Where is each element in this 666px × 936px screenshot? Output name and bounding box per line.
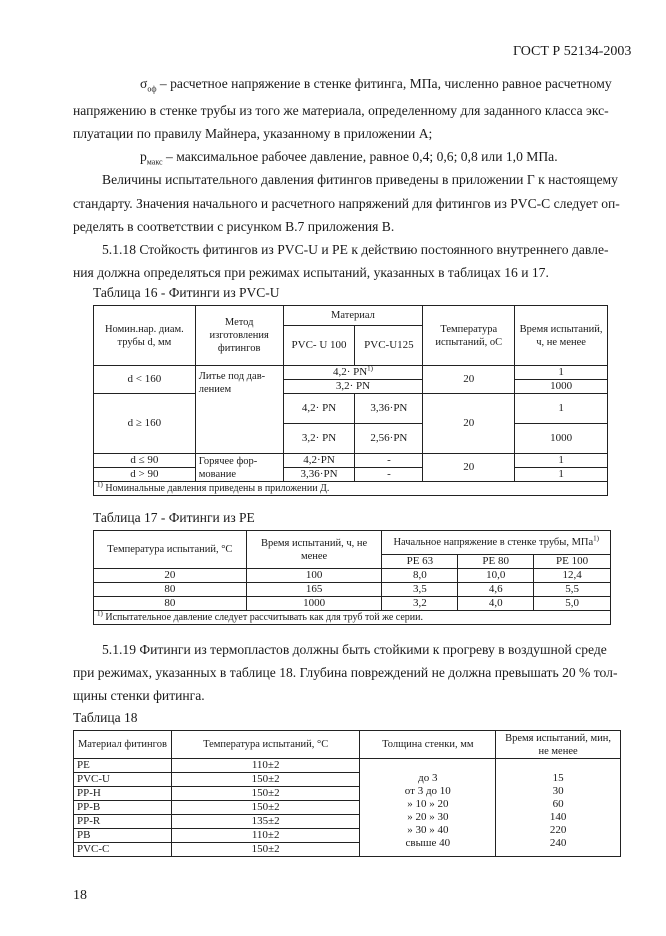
t18-mat: PVC-C bbox=[74, 843, 172, 857]
t16-header-temp: Температура испытаний, оС bbox=[423, 306, 515, 366]
t17-header-time: Время испытаний, ч, не менее bbox=[246, 531, 382, 569]
t17-col-pe80: PE 80 bbox=[458, 555, 534, 569]
clause-5-1-18-line1: 5.1.18 Стойкость фитингов из PVC-U и PE к действию постоянного внутреннего давле- bbox=[102, 242, 609, 257]
t18-temp: 150±2 bbox=[171, 773, 360, 787]
t17-header-stress: Начальное напряжение в стенке трубы, МПа$^{1)}$ bbox=[382, 531, 611, 555]
t16-time-6: 1 bbox=[515, 468, 608, 482]
t16-header-dn: Номин.нар. диам. трубы d, мм bbox=[94, 306, 196, 366]
t16-header-pvc125: PVC-U125 bbox=[355, 326, 423, 366]
t17-cell: 1000 bbox=[246, 597, 382, 611]
t17-cell: 100 bbox=[246, 569, 382, 583]
table-row bbox=[94, 569, 611, 583]
t18-header-wall: Толщина стенки, мм bbox=[360, 731, 496, 759]
t18-time: 60 bbox=[552, 797, 564, 810]
t16-r2-p: 3,2· PN bbox=[283, 380, 423, 394]
t17-cell: 10,0 bbox=[458, 569, 534, 583]
t16-method-cast: Литье под дав-лением bbox=[195, 366, 283, 454]
t17-cell: 4,0 bbox=[458, 597, 534, 611]
table18-caption: Таблица 18 bbox=[73, 710, 138, 725]
t16-temp-2: 20 bbox=[423, 394, 515, 454]
t18-wall: до 3 bbox=[418, 771, 438, 784]
t16-temp-3: 20 bbox=[423, 454, 515, 482]
t18-time: 220 bbox=[549, 823, 567, 836]
t18-time: 30 bbox=[552, 784, 564, 797]
t17-note: $^{1)}$ Испытательное давление следует рассчитывать как для труб той же серии. bbox=[94, 611, 611, 625]
doc-header: ГОСТ Р 52134-2003 bbox=[513, 44, 632, 59]
t16-d-le-90: d ≤ 90 bbox=[94, 454, 196, 468]
t17-cell: 5,0 bbox=[534, 597, 611, 611]
table16-caption: Таблица 16 - Фитинги из PVC-U bbox=[93, 285, 280, 300]
t16-d-ge-160: d ≥ 160 bbox=[94, 394, 196, 454]
t18-wall-list bbox=[360, 759, 496, 857]
t16-r3-b: 3,36·PN bbox=[355, 394, 423, 424]
t18-temp: 135±2 bbox=[171, 815, 360, 829]
clause-5-1-19-line1: 5.1.19 Фитинги из термопластов должны быть стойкими к прогреву в воздушной среде bbox=[102, 642, 607, 657]
t16-r6-a: 3,36·PN bbox=[283, 468, 355, 482]
table-16 bbox=[93, 305, 608, 496]
t17-col-pe100: PE 100 bbox=[534, 555, 611, 569]
t18-temp: 150±2 bbox=[171, 843, 360, 857]
table-18 bbox=[73, 730, 621, 857]
t17-cell: 3,5 bbox=[382, 583, 458, 597]
t17-cell: 8,0 bbox=[382, 569, 458, 583]
t18-mat: PP-H bbox=[74, 787, 172, 801]
t16-method-hot: Горячее фор-мование bbox=[195, 454, 283, 482]
values-line1: Величины испытательного давления фитингов приведены в приложении Г к настоящему bbox=[102, 172, 618, 187]
sigma-definition bbox=[140, 70, 612, 97]
sigma-symbol: σ bbox=[140, 76, 148, 91]
sigma-line3: плуатации по правилу Майнера, указанному в приложении А; bbox=[73, 126, 433, 141]
t18-wall: свыше 40 bbox=[405, 836, 451, 849]
t18-temp: 150±2 bbox=[171, 787, 360, 801]
t18-wall: от 3 до 10 bbox=[404, 784, 451, 797]
t17-cell: 12,4 bbox=[534, 569, 611, 583]
t16-time-4: 1000 bbox=[515, 424, 608, 454]
pmax-text: – максимальное рабочее давление, равное 0,4; 0,6; 0,8 или 1,0 МПа. bbox=[162, 149, 558, 164]
t16-r5-b: - bbox=[355, 454, 423, 468]
values-line3: ределять в соответствии с рисунком В.7 приложения В. bbox=[73, 219, 395, 234]
t18-mat: PB bbox=[74, 829, 172, 843]
sigma-line2: напряжению в стенке трубы из того же материала, определенному для заданного класса экс- bbox=[73, 103, 609, 118]
pmax-symbol: p bbox=[140, 149, 147, 164]
t16-d-gt-90: d > 90 bbox=[94, 468, 196, 482]
t17-cell: 4,6 bbox=[458, 583, 534, 597]
t16-header-time: Время испытаний, ч, не менее bbox=[515, 306, 608, 366]
t18-temp: 110±2 bbox=[171, 759, 360, 773]
t18-header-time: Время испытаний, мин, не менее bbox=[496, 731, 621, 759]
t18-header-material: Материал фитингов bbox=[74, 731, 172, 759]
t16-r6-b: - bbox=[355, 468, 423, 482]
t17-cell: 5,5 bbox=[534, 583, 611, 597]
t17-header-temp: Температура испытаний, °С bbox=[94, 531, 247, 569]
values-line2: стандарту. Значения начального и расчетного напряжений для фитингов из PVC-C следует оп- bbox=[73, 196, 620, 211]
t16-r1-p: $4,2\cdot PN^{1)}$ bbox=[283, 366, 423, 380]
t18-temp: 150±2 bbox=[171, 801, 360, 815]
t18-wall: » 10 » 20 bbox=[407, 797, 449, 810]
page-number: 18 bbox=[73, 888, 87, 903]
t16-header-pvc100: PVC- U 100 bbox=[283, 326, 355, 366]
t16-r5-a: 4,2·PN bbox=[283, 454, 355, 468]
clause-5-1-19-line3: щины стенки фитинга. bbox=[73, 688, 205, 703]
t18-temp: 110±2 bbox=[171, 829, 360, 843]
pmax-subscript: макс bbox=[146, 157, 163, 167]
sigma-subscript: оф bbox=[147, 84, 157, 94]
t18-mat: PP-B bbox=[74, 801, 172, 815]
t16-time-3: 1 bbox=[515, 394, 608, 424]
t17-col-pe63: PE 63 bbox=[382, 555, 458, 569]
t18-wall: » 30 » 40 bbox=[407, 823, 449, 836]
t18-mat: PVC-U bbox=[74, 773, 172, 787]
t17-cell: 80 bbox=[94, 583, 247, 597]
t16-temp-1: 20 bbox=[423, 366, 515, 394]
t18-mat: PE bbox=[74, 759, 172, 773]
t17-cell: 20 bbox=[94, 569, 247, 583]
clause-5-1-18-line2: ния должна определяться при режимах испытаний, указанных в таблицах 16 и 17. bbox=[73, 265, 549, 280]
t16-header-material: Материал bbox=[283, 306, 423, 326]
table-row bbox=[94, 583, 611, 597]
t16-d-lt-160: d < 160 bbox=[94, 366, 196, 394]
t16-r3-a: 4,2· PN bbox=[283, 394, 355, 424]
t16-time-1: 1 bbox=[515, 366, 608, 380]
table17-caption: Таблица 17 - Фитинги из PE bbox=[93, 510, 255, 525]
t18-time: 15 bbox=[552, 771, 564, 784]
t16-header-method: Метод изготовления фитингов bbox=[195, 306, 283, 366]
t18-time: 140 bbox=[549, 810, 567, 823]
t16-r4-a: 3,2· PN bbox=[283, 424, 355, 454]
t18-header-temp: Температура испытаний, °С bbox=[171, 731, 360, 759]
t17-cell: 80 bbox=[94, 597, 247, 611]
t18-wall: » 20 » 30 bbox=[407, 810, 449, 823]
t16-time-2: 1000 bbox=[515, 380, 608, 394]
t18-mat: PP-R bbox=[74, 815, 172, 829]
clause-5-1-19-line2: при режимах, указанных в таблице 18. Глубина повреждений не должна превышать 20 % тол- bbox=[73, 665, 618, 680]
t17-cell: 3,2 bbox=[382, 597, 458, 611]
t16-time-5: 1 bbox=[515, 454, 608, 468]
t16-r4-b: 2,56·PN bbox=[355, 424, 423, 454]
t16-note: $^{1)}$ Номинальные давления приведены в приложении Д. bbox=[94, 482, 608, 496]
table-17 bbox=[93, 530, 611, 625]
t18-time-list bbox=[496, 759, 621, 857]
t17-cell: 165 bbox=[246, 583, 382, 597]
table-row bbox=[94, 597, 611, 611]
t18-time: 240 bbox=[549, 836, 567, 849]
sigma-text: – расчетное напряжение в стенке фитинга, МПа, численно равное расчетному bbox=[156, 76, 612, 91]
